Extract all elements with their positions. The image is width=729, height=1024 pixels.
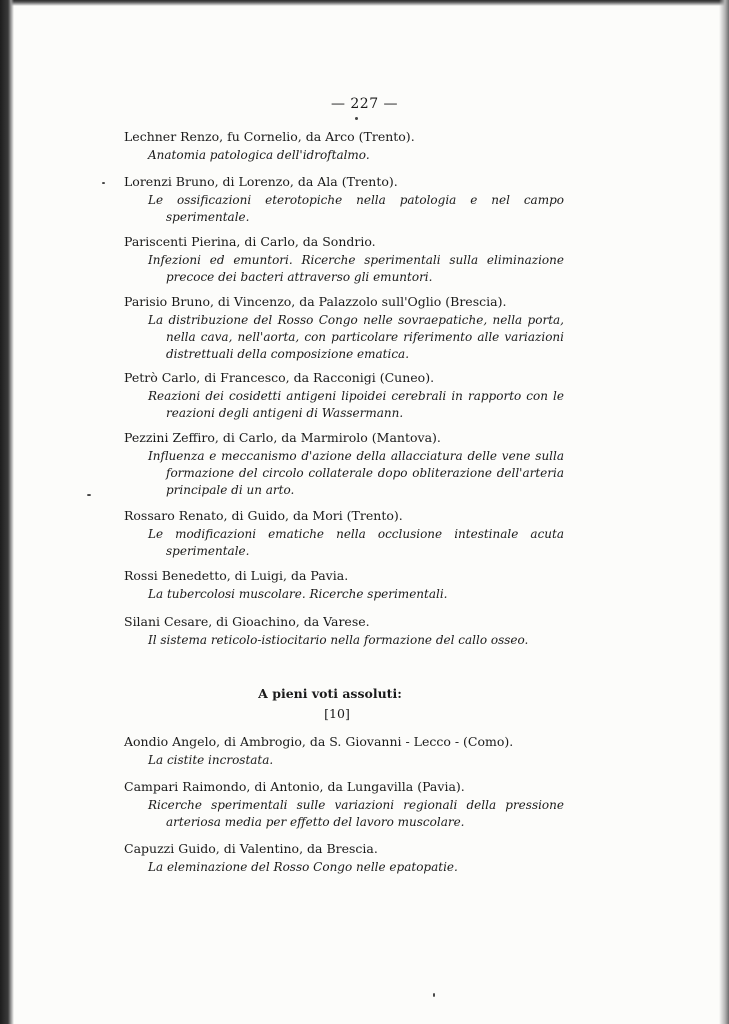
list-item [124, 613, 564, 649]
entry-name: Silani Cesare, di Gioachino, da Varese. [124, 614, 370, 629]
page-number: — 227 — [330, 96, 399, 112]
list-item [124, 233, 564, 286]
list-item [124, 840, 564, 876]
list-item [124, 173, 564, 226]
entry-thesis: Infezioni ed emuntori. Ricerche sperimentali sulla eliminazione precoce dei bacteri attraverso gli emuntori. [148, 253, 564, 284]
entry-name: Rossaro Renato, di Guido, da Mori (Trento). [124, 508, 403, 523]
list-item [124, 369, 564, 422]
list-item [124, 567, 564, 603]
entry-thesis: Le modificazioni ematiche nella occlusione intestinale acuta sperimentale. [148, 527, 564, 558]
scan-speck [355, 117, 358, 120]
entry-name: Lorenzi Bruno, di Lorenzo, da Ala (Trento). [124, 174, 398, 189]
entry-name: Rossi Benedetto, di Luigi, da Pavia. [124, 568, 349, 583]
entry-thesis: La cistite incrostata. [148, 753, 274, 767]
scan-edge-right [719, 0, 729, 1024]
entry-name: Aondio Angelo, di Ambrogio, da S. Giovanni - Lecco - (Como). [124, 734, 514, 749]
entry-name: Parisio Bruno, di Vincenzo, da Palazzolo sull'Oglio (Brescia). [124, 294, 507, 309]
scan-speck [102, 182, 105, 184]
entry-name: Lechner Renzo, fu Cornelio, da Arco (Trento). [124, 129, 415, 144]
scan-edge-left [0, 0, 14, 1024]
section-heading: A pieni voti assoluti: [258, 686, 402, 701]
entry-name: Petrò Carlo, di Francesco, da Racconigi (Cuneo). [124, 370, 435, 385]
list-item [124, 429, 564, 499]
list-item [124, 778, 564, 831]
section-count: [10] [324, 706, 350, 721]
entry-thesis: Ricerche sperimentali sulle variazioni regionali della pressione arteriosa media per effetto del lavoro muscolare. [148, 798, 564, 829]
entry-thesis: Influenza e meccanismo d'azione della allacciatura delle vene sulla formazione del circolo collaterale dopo obliterazione dell'arteria principale di un arto. [148, 449, 564, 497]
entry-thesis: Anatomia patologica dell'idroftalmo. [148, 148, 370, 162]
entry-thesis: La tubercolosi muscolare. Ricerche sperimentali. [148, 587, 448, 601]
scan-speck [433, 993, 435, 997]
entry-name: Pariscenti Pierina, di Carlo, da Sondrio. [124, 234, 376, 249]
scan-speck [87, 494, 91, 496]
list-item [124, 293, 564, 363]
list-item [124, 733, 564, 769]
entry-thesis: La eleminazione del Rosso Congo nelle epatopatie. [148, 860, 458, 874]
entry-thesis: Il sistema reticolo-istiocitario nella formazione del callo osseo. [148, 633, 529, 647]
entry-thesis: Reazioni dei cosidetti antigeni lipoidei cerebrali in rapporto con le reazioni degli antigeni di Wassermann. [148, 389, 564, 420]
entry-thesis: La distribuzione del Rosso Congo nelle sovraepatiche, nella porta, nella cava, nell'aorta, con particolare riferimento alle variazioni distrettuali della composizione ematica. [148, 313, 564, 361]
list-item [124, 128, 564, 164]
entry-thesis: Le ossificazioni eterotopiche nella patologia e nel campo sperimentale. [148, 193, 564, 224]
entry-name: Pezzini Zeffiro, di Carlo, da Marmirolo (Mantova). [124, 430, 441, 445]
entry-name: Capuzzi Guido, di Valentino, da Brescia. [124, 841, 378, 856]
entry-name: Campari Raimondo, di Antonio, da Lungavilla (Pavia). [124, 779, 465, 794]
scan-edge-top [0, 0, 729, 6]
list-item [124, 507, 564, 560]
